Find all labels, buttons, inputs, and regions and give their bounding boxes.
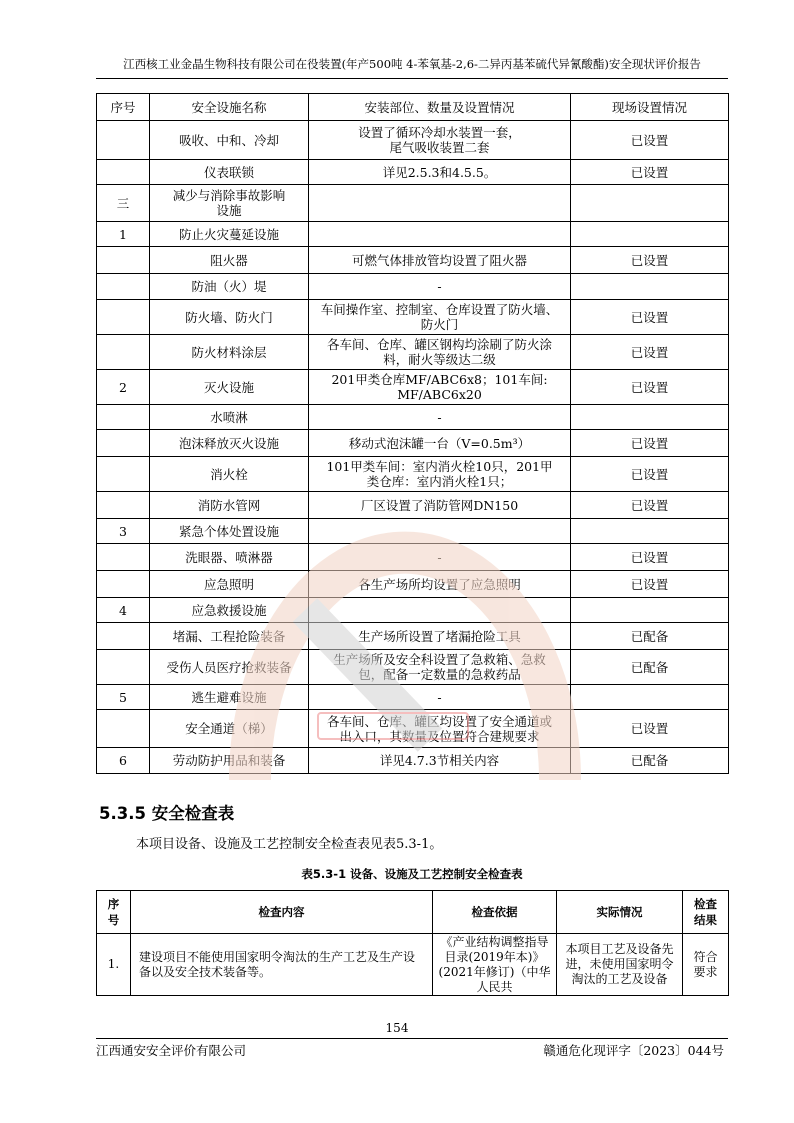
col-header-detail: 安装部位、数量及设置情况 <box>309 94 571 121</box>
setup-status-cell <box>571 685 729 710</box>
row-number-cell <box>97 457 150 492</box>
row-number-cell <box>97 710 150 748</box>
table-row <box>97 598 729 623</box>
row-number-cell: 4 <box>97 598 150 623</box>
facility-name-cell: 紧急个体处置设施 <box>150 519 309 544</box>
check-content-cell: 建设项目不能使用国家明令淘汰的生产工艺及生产设备以及安全技术装备等。 <box>131 934 433 996</box>
section-title: 5.3.5 安全检查表 <box>99 804 235 823</box>
table-row <box>97 370 729 405</box>
col-header-no: 序 号 <box>97 891 131 934</box>
table-row <box>97 405 729 430</box>
install-detail-cell: - <box>309 274 571 300</box>
facility-name-cell: 吸收、中和、冷却 <box>150 121 309 160</box>
install-detail-cell: 移动式泡沫罐一台（V=0.5m³） <box>309 430 571 457</box>
footer-company: 江西通安安全评价有限公司 <box>96 1043 247 1058</box>
table-row <box>97 274 729 300</box>
safety-facility-table-body <box>97 121 729 774</box>
col-header-status: 现场设置情况 <box>571 94 729 121</box>
table-row <box>97 335 729 370</box>
check-result-cell: 符合 要求 <box>683 934 729 996</box>
install-detail-cell <box>309 598 571 623</box>
facility-name-cell: 阻火器 <box>150 247 309 274</box>
row-number-cell <box>97 650 150 685</box>
facility-name-cell: 水喷淋 <box>150 405 309 430</box>
facility-name-cell: 堵漏、工程抢险装备 <box>150 623 309 650</box>
setup-status-cell: 已配备 <box>571 623 729 650</box>
table-row <box>97 247 729 274</box>
table-row <box>97 650 729 685</box>
footer-rule <box>96 1038 728 1039</box>
row-number-cell: 6 <box>97 748 150 774</box>
facility-name-cell: 灭火设施 <box>150 370 309 405</box>
table-row <box>97 710 729 748</box>
table-row <box>97 300 729 335</box>
facility-name-cell: 泡沫释放灭火设施 <box>150 430 309 457</box>
facility-name-cell: 劳动防护用品和装备 <box>150 748 309 774</box>
table-row <box>97 457 729 492</box>
check-basis-cell: 《产业结构调整指导目录(2019年本)》(2021年修订)（中华人民共 <box>433 934 557 996</box>
install-detail-cell: 详见4.7.3节相关内容 <box>309 748 571 774</box>
setup-status-cell: 已设置 <box>571 710 729 748</box>
row-number-cell <box>97 335 150 370</box>
table-row <box>97 544 729 571</box>
install-detail-cell: 201甲类仓库MF/ABC6x8；101车间: MF/ABC6x20 <box>309 370 571 405</box>
setup-status-cell <box>571 185 729 222</box>
row-number-cell: 5 <box>97 685 150 710</box>
table-row <box>97 222 729 247</box>
facility-name-cell: 消火栓 <box>150 457 309 492</box>
install-detail-cell: 详见2.5.3和4.5.5。 <box>309 160 571 185</box>
table-row <box>97 571 729 598</box>
facility-name-cell: 应急救援设施 <box>150 598 309 623</box>
setup-status-cell: 已配备 <box>571 650 729 685</box>
setup-status-cell: 已配备 <box>571 748 729 774</box>
table-row <box>97 185 729 222</box>
page-number: 154 <box>385 1021 409 1035</box>
row-number-cell: 2 <box>97 370 150 405</box>
header-rule <box>96 78 728 79</box>
row-number-cell <box>97 544 150 571</box>
facility-name-cell: 防火墙、防火门 <box>150 300 309 335</box>
install-detail-cell: 生产场所及安全科设置了急救箱、急救 包，配备一定数量的急救药品 <box>309 650 571 685</box>
facility-name-cell: 防火材料涂层 <box>150 335 309 370</box>
setup-status-cell: 已设置 <box>571 335 729 370</box>
install-detail-cell <box>309 185 571 222</box>
row-number-cell <box>97 430 150 457</box>
table-caption: 表5.3-1 设备、设施及工艺控制安全检查表 <box>301 867 523 881</box>
install-detail-cell: 可燃气体排放管均设置了阻火器 <box>309 247 571 274</box>
table-row <box>97 121 729 160</box>
table-row <box>97 430 729 457</box>
table-row <box>97 748 729 774</box>
facility-name-cell: 减少与消除事故影响 设施 <box>150 185 309 222</box>
install-detail-cell: 生产场所设置了堵漏抢险工具 <box>309 623 571 650</box>
safety-check-table <box>96 890 729 996</box>
safety-facility-table <box>96 93 729 774</box>
row-number-cell <box>97 571 150 598</box>
setup-status-cell <box>571 519 729 544</box>
row-number-cell <box>97 492 150 519</box>
setup-status-cell <box>571 405 729 430</box>
row-number-cell: 三 <box>97 185 150 222</box>
facility-name-cell: 防油（火）堤 <box>150 274 309 300</box>
install-detail-cell <box>309 519 571 544</box>
install-detail-cell: - <box>309 405 571 430</box>
facility-name-cell: 消防水管网 <box>150 492 309 519</box>
table-row <box>97 685 729 710</box>
row-number-cell: 1 <box>97 222 150 247</box>
table-row <box>97 492 729 519</box>
setup-status-cell: 已设置 <box>571 247 729 274</box>
setup-status-cell: 已设置 <box>571 544 729 571</box>
table-row <box>97 934 729 996</box>
table-row <box>97 160 729 185</box>
facility-name-cell: 仪表联锁 <box>150 160 309 185</box>
col-header-result: 检查 结果 <box>683 891 729 934</box>
install-detail-cell <box>309 222 571 247</box>
facility-name-cell: 安全通道（梯） <box>150 710 309 748</box>
row-number-cell: 3 <box>97 519 150 544</box>
facility-name-cell: 洗眼器、喷淋器 <box>150 544 309 571</box>
col-header-basis: 检查依据 <box>433 891 557 934</box>
setup-status-cell: 已设置 <box>571 160 729 185</box>
setup-status-cell <box>571 598 729 623</box>
setup-status-cell: 已设置 <box>571 300 729 335</box>
safety-check-table-body <box>97 934 729 996</box>
section-intro: 本项目设备、设施及工艺控制安全检查表见表5.3-1。 <box>136 837 443 852</box>
install-detail-cell: - <box>309 685 571 710</box>
setup-status-cell: 已设置 <box>571 430 729 457</box>
row-number-cell <box>97 160 150 185</box>
setup-status-cell: 已设置 <box>571 370 729 405</box>
row-number-cell: 1. <box>97 934 131 996</box>
page-header: 江西核工业金晶生物科技有限公司在役装置(年产500吨 4-苯氧基-2,6-二异丙基苯硫代异氰酸酯)安全现状评价报告 <box>123 57 701 71</box>
col-header-no: 序号 <box>97 94 150 121</box>
setup-status-cell: 已设置 <box>571 121 729 160</box>
footer-report-number: 赣通危化现评字〔2023〕044号 <box>543 1043 724 1058</box>
facility-name-cell: 应急照明 <box>150 571 309 598</box>
setup-status-cell <box>571 222 729 247</box>
facility-name-cell: 受伤人员医疗抢救装备 <box>150 650 309 685</box>
install-detail-cell: - <box>309 544 571 571</box>
table-header-row <box>97 891 729 934</box>
row-number-cell <box>97 405 150 430</box>
col-header-content: 检查内容 <box>131 891 433 934</box>
install-detail-cell: 设置了循环冷却水装置一套， 尾气吸收装置二套 <box>309 121 571 160</box>
setup-status-cell: 已设置 <box>571 571 729 598</box>
install-detail-cell: 各生产场所均设置了应急照明 <box>309 571 571 598</box>
install-detail-cell: 各车间、仓库、罐区钢构均涂刷了防火涂 料，耐火等级达二级 <box>309 335 571 370</box>
actual-situation-cell: 本项目工艺及设备先进，未使用国家明令淘汰的工艺及设备 <box>557 934 683 996</box>
install-detail-cell: 101甲类车间：室内消火栓10只，201甲 类仓库：室内消火栓1只； <box>309 457 571 492</box>
col-header-actual: 实际情况 <box>557 891 683 934</box>
facility-name-cell: 逃生避难设施 <box>150 685 309 710</box>
setup-status-cell: 已设置 <box>571 457 729 492</box>
facility-name-cell: 防止火灾蔓延设施 <box>150 222 309 247</box>
table-header-row <box>97 94 729 121</box>
col-header-name: 安全设施名称 <box>150 94 309 121</box>
setup-status-cell: 已设置 <box>571 492 729 519</box>
install-detail-cell: 各车间、仓库、罐区均设置了安全通道或 出入口，其数量及位置符合建规要求 <box>309 710 571 748</box>
table-row <box>97 519 729 544</box>
row-number-cell <box>97 300 150 335</box>
install-detail-cell: 厂区设置了消防管网DN150 <box>309 492 571 519</box>
setup-status-cell <box>571 274 729 300</box>
install-detail-cell: 车间操作室、控制室、仓库设置了防火墙、 防火门 <box>309 300 571 335</box>
row-number-cell <box>97 121 150 160</box>
row-number-cell <box>97 623 150 650</box>
row-number-cell <box>97 274 150 300</box>
row-number-cell <box>97 247 150 274</box>
table-row <box>97 623 729 650</box>
